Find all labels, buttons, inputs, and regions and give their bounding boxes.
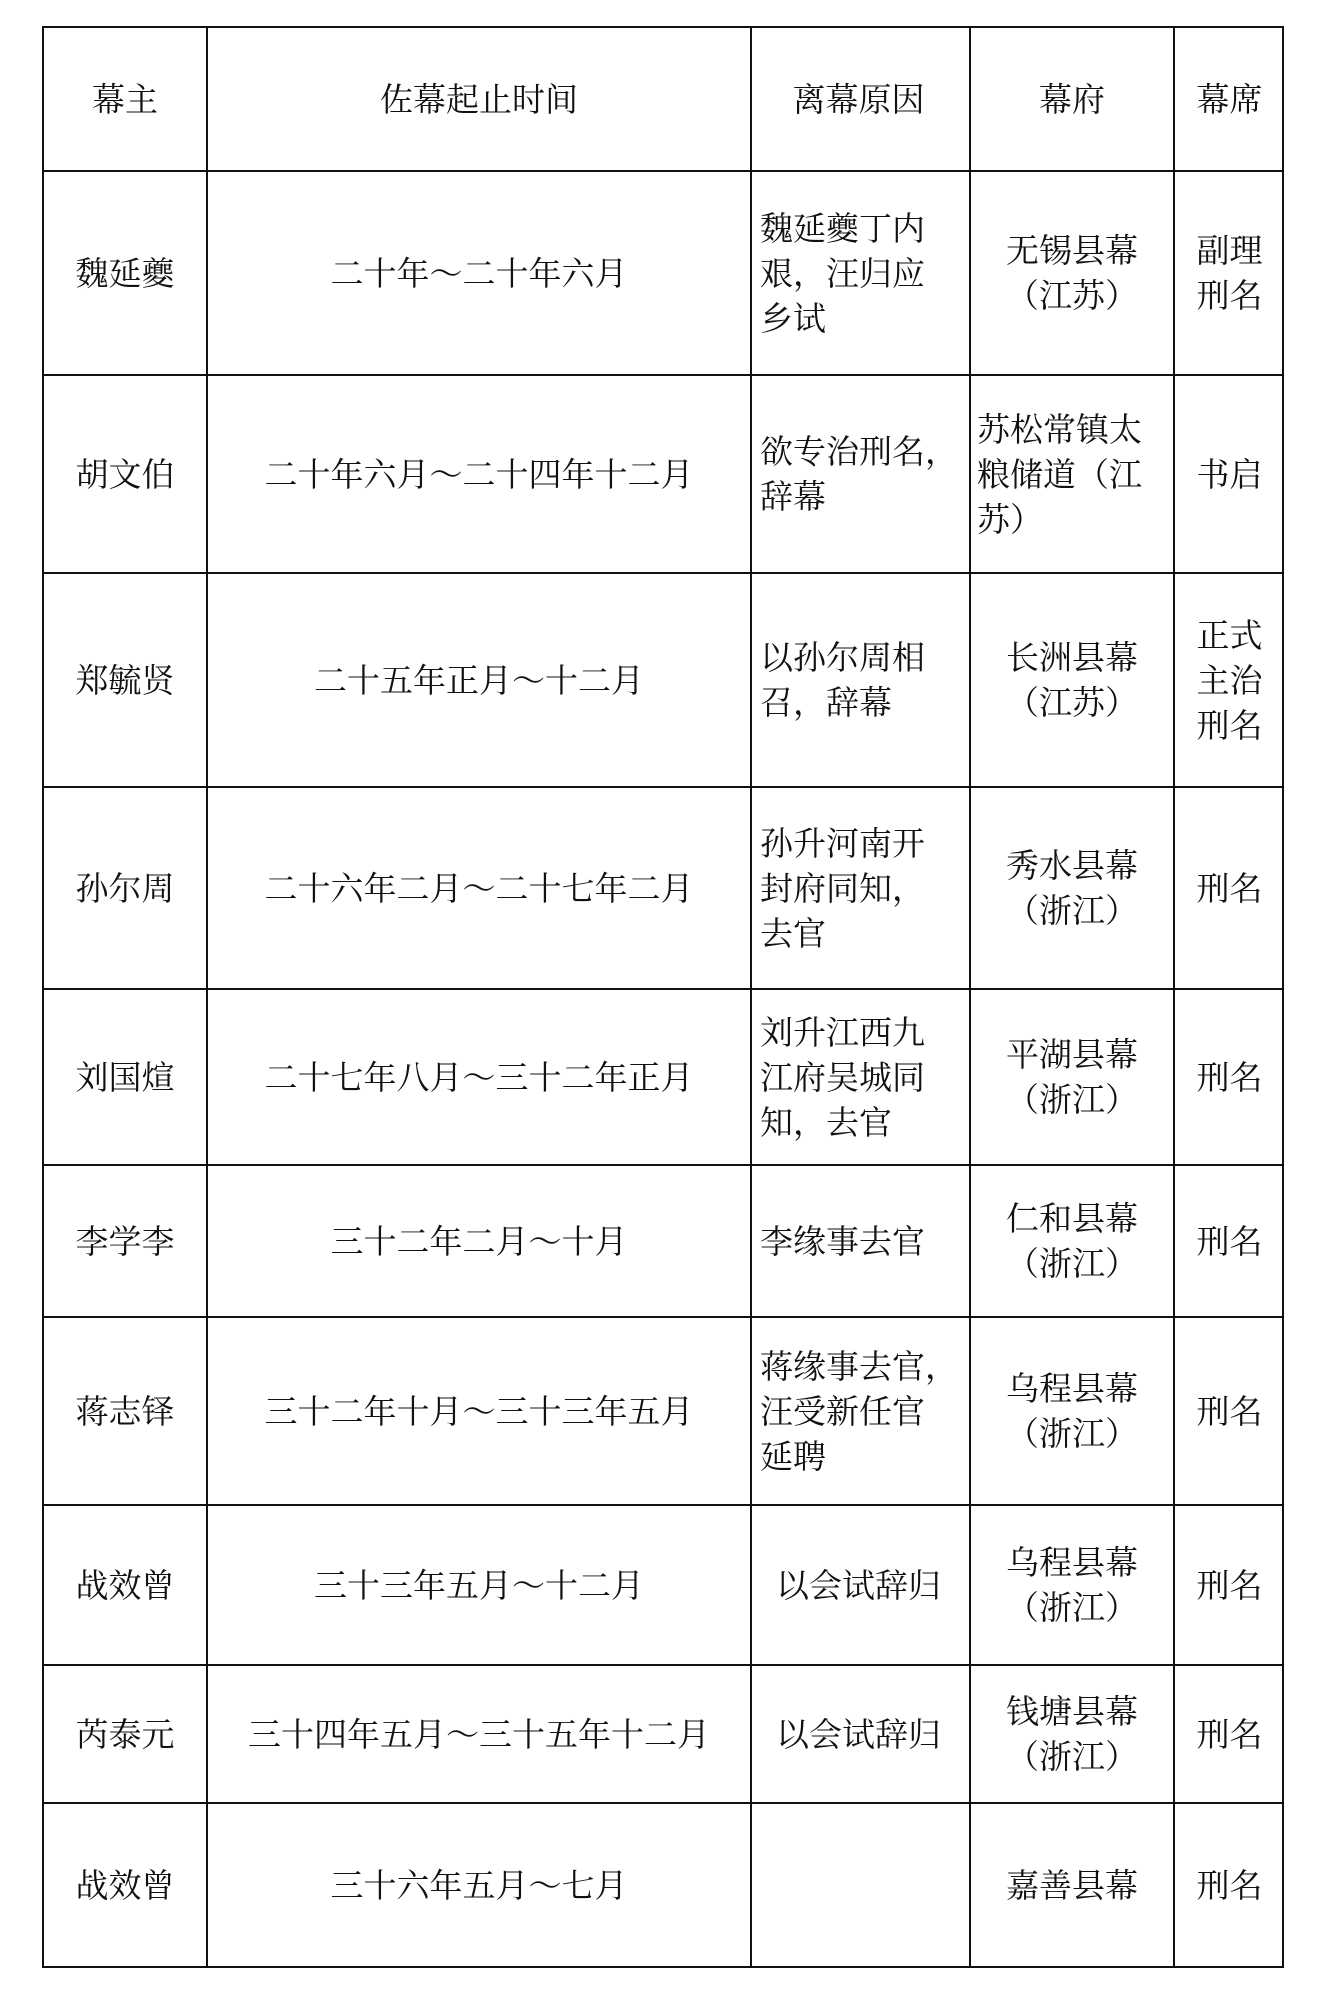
header-office: 幕府	[970, 27, 1174, 171]
cell-seat: 刑名	[1196, 1391, 1263, 1431]
cell-seat: 副理 刑名	[1196, 231, 1263, 315]
table-row	[43, 1665, 1283, 1803]
cell-master: 郑毓贤	[43, 573, 207, 787]
table-row	[43, 989, 1283, 1165]
cell-office: 平湖县幕 （浙江）	[1006, 1035, 1138, 1119]
header-master: 幕主	[43, 27, 207, 171]
cell-seat: 刑名	[1196, 1221, 1263, 1261]
cell-master: 胡文伯	[43, 375, 207, 573]
cell-office: 长洲县幕 （江苏）	[1006, 638, 1138, 722]
cell-master: 芮泰元	[43, 1665, 207, 1803]
table-row	[43, 375, 1283, 573]
cell-master: 李学李	[43, 1165, 207, 1317]
cell-master: 蒋志铎	[43, 1317, 207, 1505]
cell-master: 孙尔周	[43, 787, 207, 989]
cell-seat: 刑名	[1196, 1865, 1263, 1905]
cell-office: 钱塘县幕 （浙江）	[1006, 1692, 1138, 1776]
table-row	[43, 1803, 1283, 1967]
header-row	[43, 27, 1283, 171]
cell-reason: 孙升河南开 封府同知， 去官	[760, 823, 925, 953]
cell-office: 无锡县幕 （江苏）	[1006, 231, 1138, 315]
table-row	[43, 1317, 1283, 1505]
cell-seat: 刑名	[1196, 1714, 1263, 1754]
cell-time: 三十三年五月～十二月	[207, 1505, 751, 1665]
table-row	[43, 1505, 1283, 1665]
document-page	[42, 26, 1282, 1968]
records-table	[42, 26, 1284, 1968]
cell-reason: 欲专治刑名， 辞幕	[760, 432, 958, 516]
cell-reason: 以孙尔周相 召，辞幕	[760, 638, 925, 722]
cell-reason: 李缘事去官	[760, 1221, 925, 1261]
cell-office: 乌程县幕 （浙江）	[1006, 1543, 1138, 1627]
cell-office: 秀水县幕 （浙江）	[1006, 846, 1138, 930]
header-reason: 离幕原因	[751, 27, 970, 171]
cell-office: 仁和县幕 （浙江）	[1006, 1199, 1138, 1283]
header-seat: 幕席	[1174, 27, 1283, 171]
cell-reason: 蒋缘事去官， 汪受新任官 延聘	[760, 1346, 958, 1476]
cell-time: 二十六年二月～二十七年二月	[207, 787, 751, 989]
cell-time: 三十二年二月～十月	[207, 1165, 751, 1317]
cell-master: 魏延夔	[43, 171, 207, 375]
table-row	[43, 573, 1283, 787]
cell-master: 战效曾	[43, 1505, 207, 1665]
table-row	[43, 1165, 1283, 1317]
cell-time: 二十年～二十年六月	[207, 171, 751, 375]
cell-time: 三十六年五月～七月	[207, 1803, 751, 1967]
cell-master: 战效曾	[43, 1803, 207, 1967]
cell-reason: 以会试辞归	[776, 1565, 941, 1605]
cell-master: 刘国煊	[43, 989, 207, 1165]
cell-time: 二十年六月～二十四年十二月	[207, 375, 751, 573]
cell-seat: 刑名	[1196, 868, 1263, 908]
cell-reason: 以会试辞归	[776, 1714, 941, 1754]
cell-time: 二十七年八月～三十二年正月	[207, 989, 751, 1165]
cell-time: 二十五年正月～十二月	[207, 573, 751, 787]
cell-office: 嘉善县幕	[1006, 1865, 1138, 1905]
cell-time: 三十四年五月～三十五年十二月	[207, 1665, 751, 1803]
cell-seat: 刑名	[1196, 1057, 1263, 1097]
cell-time: 三十二年十月～三十三年五月	[207, 1317, 751, 1505]
cell-office: 乌程县幕 （浙江）	[1006, 1369, 1138, 1453]
table-row	[43, 787, 1283, 989]
cell-reason: 魏延夔丁内 艰，汪归应 乡试	[760, 208, 925, 338]
cell-seat: 书启	[1196, 454, 1263, 494]
cell-reason: 刘升江西九 江府吴城同 知，去官	[760, 1012, 925, 1142]
header-time: 佐幕起止时间	[207, 27, 751, 171]
cell-office: 苏松常镇太 粮储道（江 苏）	[977, 409, 1142, 539]
cell-seat: 正式 主治 刑名	[1196, 615, 1263, 745]
table-row	[43, 171, 1283, 375]
cell-seat: 刑名	[1196, 1565, 1263, 1605]
